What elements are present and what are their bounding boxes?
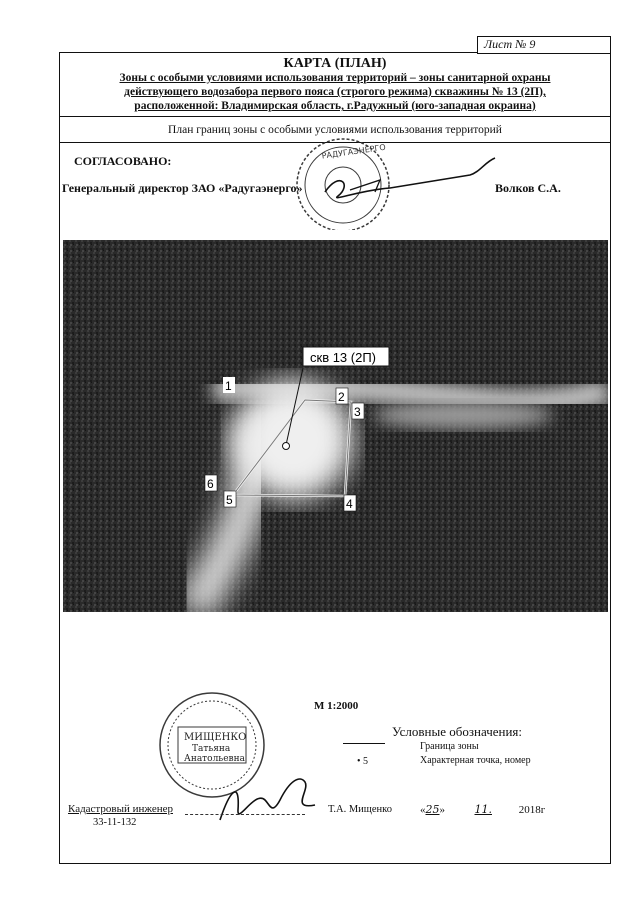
legend-title: Условные обозначения: (392, 724, 523, 739)
aerial-map (63, 240, 608, 612)
point-3 (352, 403, 364, 419)
legend-point-symbol: • 5 (357, 756, 369, 767)
document-date: «25» 11. 2018г (420, 803, 546, 816)
point-4-number: 4 (346, 497, 353, 511)
point-1 (223, 377, 235, 393)
header-divider (60, 116, 610, 117)
subtitle-line-3: расположенной: Владимирская область, г.Радужный (юго-западная окраина) (134, 100, 536, 112)
engineer-role: Кадастровый инженер (68, 803, 173, 815)
subtitle-line-2: действующего водозабора первого пояса (строгого режима) скважины № 13 (2П), (124, 86, 546, 98)
point-6-number: 6 (207, 477, 214, 491)
date-month: 11. (474, 803, 492, 816)
seal-firstname: Татьяна (192, 744, 231, 754)
date-day: 25 (425, 803, 440, 816)
date-year: 2018г (518, 804, 546, 816)
signature-line (185, 814, 305, 815)
point-4 (344, 495, 356, 511)
director-position: Генеральный директор ЗАО «Радугаэнерго» (62, 181, 303, 195)
legend-boundary-label: Граница зоны (420, 741, 479, 752)
sheet-number: Лист № 9 (477, 36, 611, 54)
engineer-cert-number: 33-11-132 (93, 817, 137, 828)
point-1-number: 1 (225, 379, 232, 393)
point-3-number: 3 (354, 405, 361, 419)
company-stamp (280, 130, 500, 230)
map-scale: М 1:2000 (314, 700, 359, 712)
stamp-lettering: РАДУГАЭНЕРГО (321, 142, 387, 161)
legend-point-label: Характерная точка, номер (420, 755, 531, 766)
point-6 (205, 475, 217, 491)
engineer-name: Т.А. Мищенко (328, 804, 392, 815)
legend-boundary-symbol (343, 743, 385, 744)
point-5-number: 5 (226, 493, 233, 507)
well-label: скв 13 (2П) (310, 350, 377, 365)
point-2 (336, 388, 348, 404)
point-2-number: 2 (338, 390, 345, 404)
agreed-label: СОГЛАСОВАНО: (74, 154, 172, 168)
document-title: КАРТА (ПЛАН) (283, 56, 387, 71)
signature-mark (325, 158, 495, 198)
seal-patronymic: Анатольевна (184, 754, 245, 764)
plan-title: План границ зоны с особыми условиями использования территорий (168, 124, 502, 136)
seal-lastname: МИЩЕНКО (184, 732, 247, 743)
director-name: Волков С.А. (495, 181, 561, 195)
point-5 (224, 491, 236, 507)
engineer-signature (210, 770, 325, 830)
subtitle-line-1: Зоны с особыми условиями использования территорий – зоны санитарной охраны (119, 72, 551, 84)
well-marker (283, 443, 290, 450)
